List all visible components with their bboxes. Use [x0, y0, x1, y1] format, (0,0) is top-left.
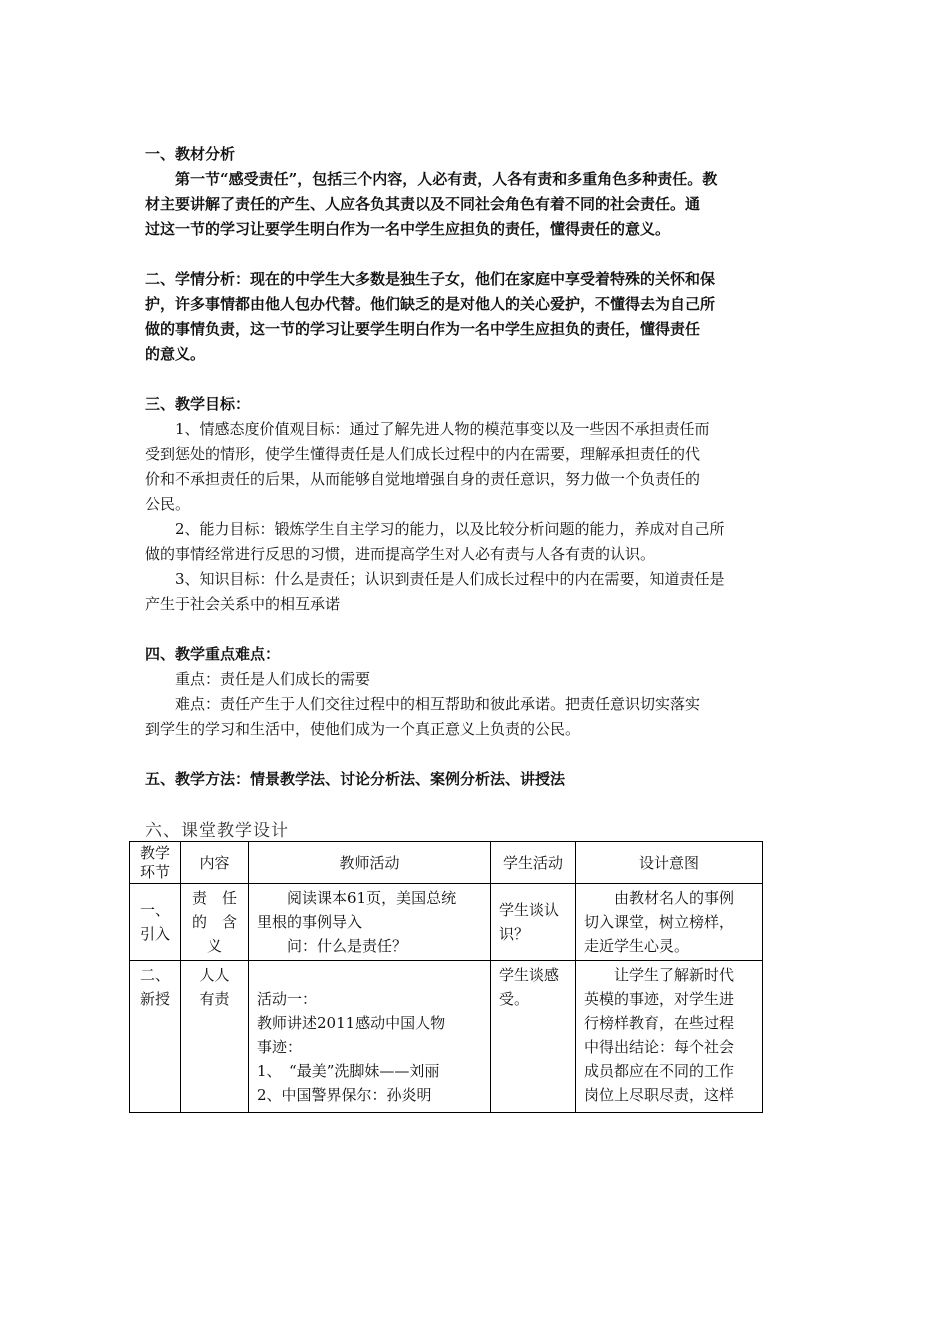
- teacher-activity-cell-line: 事迹：: [257, 1038, 303, 1056]
- paragraph-line: 过这一节的学习让要学生明白作为一名中学生应担负的责任，懂得责任的意义。: [145, 220, 671, 238]
- table-row: [130, 961, 763, 1113]
- teacher-activity-cell-line: 教师讲述2011感动中国人物: [257, 1014, 446, 1032]
- classroom-design-table: [129, 841, 763, 1113]
- teacher-activity-cell-line: 里根的事例导入: [257, 913, 363, 931]
- section-gap: [145, 367, 765, 392]
- section-heading-line: 三、教学目标：: [145, 395, 251, 413]
- paragraph-line: 护，许多事情都由他人包办代替。他们缺乏的是对他人的关心爱护，不懂得去为自己所: [145, 295, 716, 313]
- paragraph-line: 第一节“感受责任”，包括三个内容，人必有责，人各有责和多重角色多种责任。教: [175, 170, 718, 188]
- section-heading-line: 二、学情分析：现在的中学生大多数是独生子女，他们在家庭中享受着特殊的关怀和保: [145, 270, 716, 288]
- student-activity-cell: [491, 884, 576, 961]
- stage-cell-line: 新授: [139, 990, 170, 1008]
- student-activity-cell: [491, 961, 576, 1113]
- paragraph-line: 做的事情负责，这一节的学习让要学生明白作为一名中学生应担负的责任，懂得责任: [145, 320, 701, 338]
- section-heading-line: 五、教学方法：情景教学法、讨论分析法、案例分析法、讲授法: [145, 770, 566, 788]
- teacher-activity-cell-line: 1、 “最美”洗脚妹——刘丽: [257, 1062, 440, 1080]
- design-intent-cell-line: 让学生了解新时代: [614, 966, 735, 984]
- design-intent-cell-line: 行榜样教育，在些过程: [584, 1014, 735, 1032]
- paragraph-line: 难点：责任产生于人们交往过程中的相互帮助和彼此承诺。把责任意识切实落实: [175, 695, 701, 713]
- content-cell-line: 义: [206, 937, 222, 955]
- paragraph-line: 价和不承担责任的后果，从而能够自觉地增强自身的责任意识，努力做一个负责任的: [145, 470, 701, 488]
- paragraph-line: 材主要讲解了责任的产生、人应各负其责以及不同社会角色有着不同的社会责任。通: [145, 195, 701, 213]
- teacher-activity-cell-line: 活动一：: [257, 990, 318, 1008]
- section-gap: [145, 242, 765, 267]
- section-heading-line: 四、教学重点难点：: [145, 645, 281, 663]
- paragraph-line: 3、知识目标：什么是责任；认识到责任是人们成长过程中的内在需要，知道责任是: [175, 570, 725, 588]
- content-cell-line: 人人: [199, 966, 230, 984]
- design-intent-cell-line: 切入课堂，树立榜样，: [584, 913, 735, 931]
- section-gap: [145, 742, 765, 767]
- design-intent-cell: [576, 961, 763, 1113]
- paragraph-line: 的意义。: [145, 345, 206, 363]
- paragraph-line: 做的事情经常进行反思的习惯，进而提高学生对人必有责与人各有责的认识。: [145, 545, 656, 563]
- section-heading-line: 一、教材分析: [145, 145, 236, 163]
- student-activity-cell-line: 受。: [499, 990, 530, 1008]
- design-intent-cell-line: 岗位上尽职尽责，这样: [584, 1086, 735, 1104]
- stage-cell: [130, 884, 181, 961]
- teacher-activity-cell-line: [257, 963, 482, 987]
- teacher-activity-cell: [249, 961, 491, 1113]
- teacher-activity-cell-line: 2、中国警界保尔：孙炎明: [257, 1086, 432, 1104]
- paragraph-line: 2、能力目标：锻炼学生自主学习的能力，以及比较分析问题的能力，养成对自己所: [175, 520, 725, 538]
- stage-cell-line: 引入: [139, 925, 170, 943]
- student-activity-cell-line: 学生谈认: [499, 901, 560, 919]
- paragraph-line: 重点：责任是人们成长的需要: [175, 670, 371, 688]
- paragraph-line: 到学生的学习和生活中，使他们成为一个真正意义上负责的公民。: [145, 720, 581, 738]
- lesson-plan-body: [145, 142, 765, 792]
- paragraph-line: 公民。: [145, 495, 191, 513]
- design-intent-cell-line: 由教材名人的事例: [614, 889, 735, 907]
- teacher-activity-cell: [249, 884, 491, 961]
- content-cell: [181, 961, 249, 1113]
- content-cell-line: 的 含: [191, 913, 237, 931]
- design-intent-cell-line: 成员都应在不同的工作: [584, 1062, 735, 1080]
- table-row: [130, 884, 763, 961]
- student-activity-cell-line: 识？: [499, 925, 530, 943]
- teacher-activity-cell-line: 阅读课本61页，美国总统: [287, 889, 457, 907]
- section-gap: [145, 617, 765, 642]
- stage-cell-line: 二、: [139, 966, 170, 984]
- section-6-title: 六、课堂教学设计: [145, 821, 289, 841]
- teacher-activity-cell-line: 问：什么是责任？: [287, 937, 408, 955]
- content-cell-line: 有责: [199, 990, 230, 1008]
- header-content: 内容: [181, 842, 249, 884]
- design-intent-cell-line: 中得出结论：每个社会: [584, 1038, 735, 1056]
- content-cell: [181, 884, 249, 961]
- paragraph-line: 1、情感态度价值观目标：通过了解先进人物的模范事变以及一些因不承担责任而: [175, 420, 710, 438]
- content-cell-line: 责 任: [191, 889, 237, 907]
- header-stage: 教学 环节: [130, 842, 181, 884]
- header-student-activity: 学生活动: [491, 842, 576, 884]
- student-activity-cell-line: 学生谈感: [499, 966, 560, 984]
- header-teacher-activity: 教师活动: [249, 842, 491, 884]
- paragraph-line: 受到惩处的情形，使学生懂得责任是人们成长过程中的内在需要，理解承担责任的代: [145, 445, 701, 463]
- stage-cell-line: 一、: [139, 901, 170, 919]
- design-intent-cell: [576, 884, 763, 961]
- stage-cell: [130, 961, 181, 1113]
- paragraph-line: 产生于社会关系中的相互承诺: [145, 595, 341, 613]
- design-intent-cell-line: 走近学生心灵。: [584, 937, 690, 955]
- header-design-intent: 设计意图: [576, 842, 763, 884]
- design-intent-cell-line: 英模的事迹，对学生进: [584, 990, 735, 1008]
